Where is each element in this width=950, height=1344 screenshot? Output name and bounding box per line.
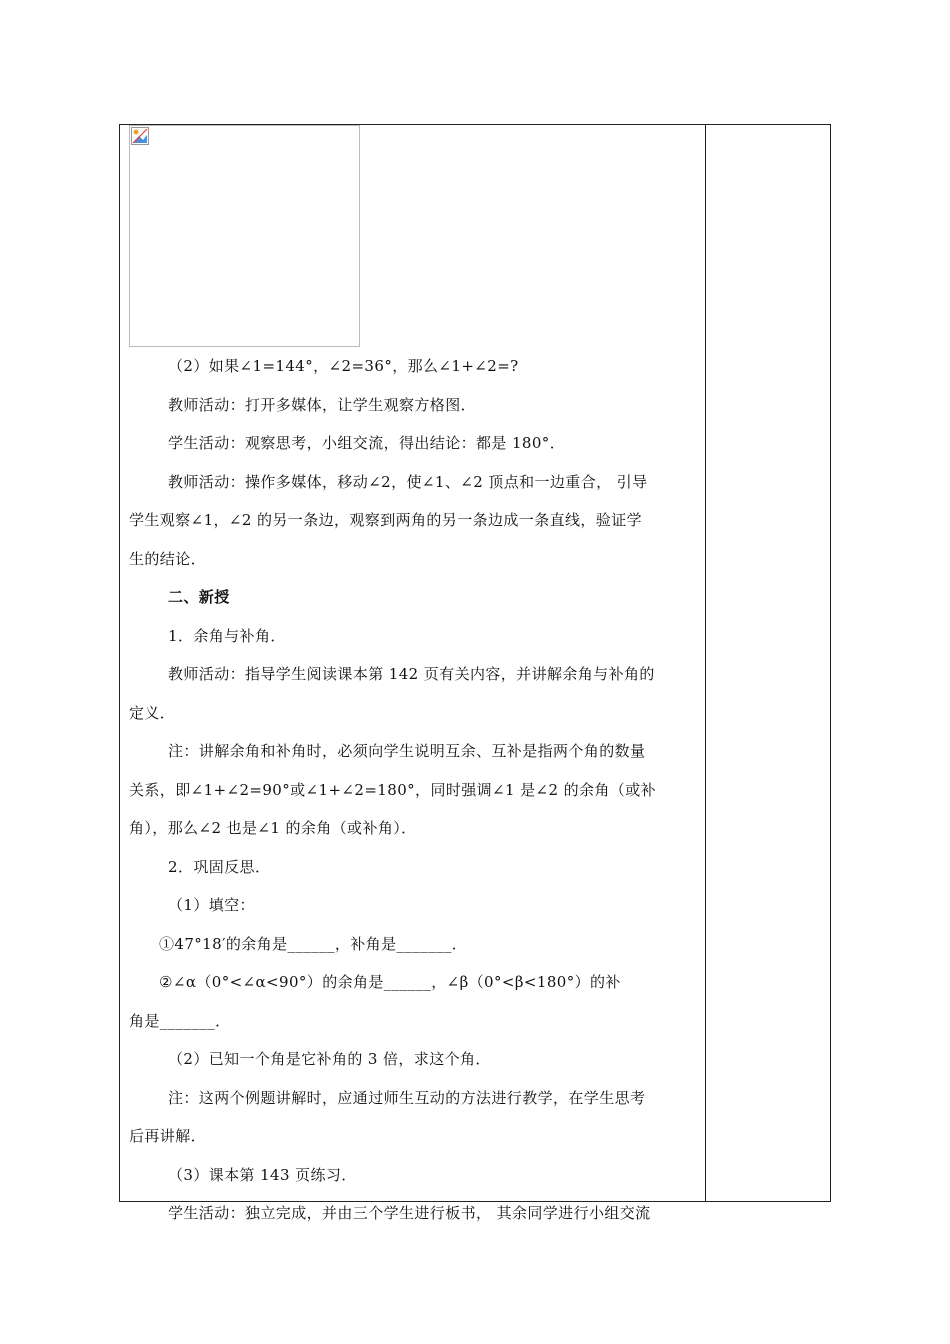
teacher-activity-2c: 生的结论． (129, 549, 207, 568)
item-2: 2．巩固反思． (168, 857, 271, 876)
fill-question-1: ①47°18′的余角是______，补角是_______． (159, 934, 468, 953)
student-activity-2: 学生活动：独立完成，并由三个学生进行板书， 其余同学进行小组交流 (168, 1204, 651, 1222)
question-2b: （2）已知一个角是它补角的 3 倍，求这个角． (168, 1050, 491, 1068)
note-2b: 后再讲解． (129, 1127, 207, 1145)
fill-question-2a: ②∠α（0°<∠α<90°）的余角是______，∠β（0°<β<180°）的补 (159, 973, 621, 991)
note-2a: 注：这两个例题讲解时，应通过师生互动的方法进行教学，在学生思考 (168, 1088, 646, 1107)
student-activity-1: 学生活动：观察思考，小组交流，得出结论：都是 180°． (168, 434, 566, 452)
note-1c: 角），那么∠2 也是∠1 的余角（或补角）． (129, 819, 417, 837)
note-1b: 关系，即∠1+∠2=90°或∠1+∠2=180°，同时强调∠1 是∠2 的余角（或补 (129, 780, 656, 799)
figure-placeholder (129, 125, 360, 347)
teacher-activity-3a: 教师活动：指导学生阅读课本第 142 页有关内容，并讲解余角与补角的 (168, 665, 655, 683)
column-divider (705, 125, 706, 1201)
lesson-content (129, 125, 697, 1233)
fill-question-2b: 角是_______． (129, 1011, 231, 1030)
teacher-activity-3b: 定义． (129, 703, 176, 722)
item-1: 1．余角与补角． (168, 626, 286, 645)
note-1a: 注：讲解余角和补角时，必须向学生说明互余、互补是指两个角的数量 (168, 742, 646, 760)
fill-heading: （1）填空： (168, 896, 255, 914)
question-3: （3）课本第 143 页练习． (168, 1165, 357, 1184)
lesson-table (119, 124, 831, 1222)
question-2: （2）如果∠1=144°，∠2=36°，那么∠1+∠2=? (168, 357, 519, 375)
teacher-activity-2b: 学生观察∠1，∠2 的另一条边，观察到两角的另一条边成一条直线，验证学 (129, 511, 642, 529)
teacher-activity-2a: 教师活动：操作多媒体，移动∠2，使∠1、∠2 顶点和一边重合， 引导 (168, 472, 648, 491)
broken-image-icon (131, 127, 149, 145)
teacher-activity-1: 教师活动：打开多媒体，让学生观察方格图． (168, 395, 477, 414)
section-heading-new: 二、新授 (168, 588, 230, 606)
